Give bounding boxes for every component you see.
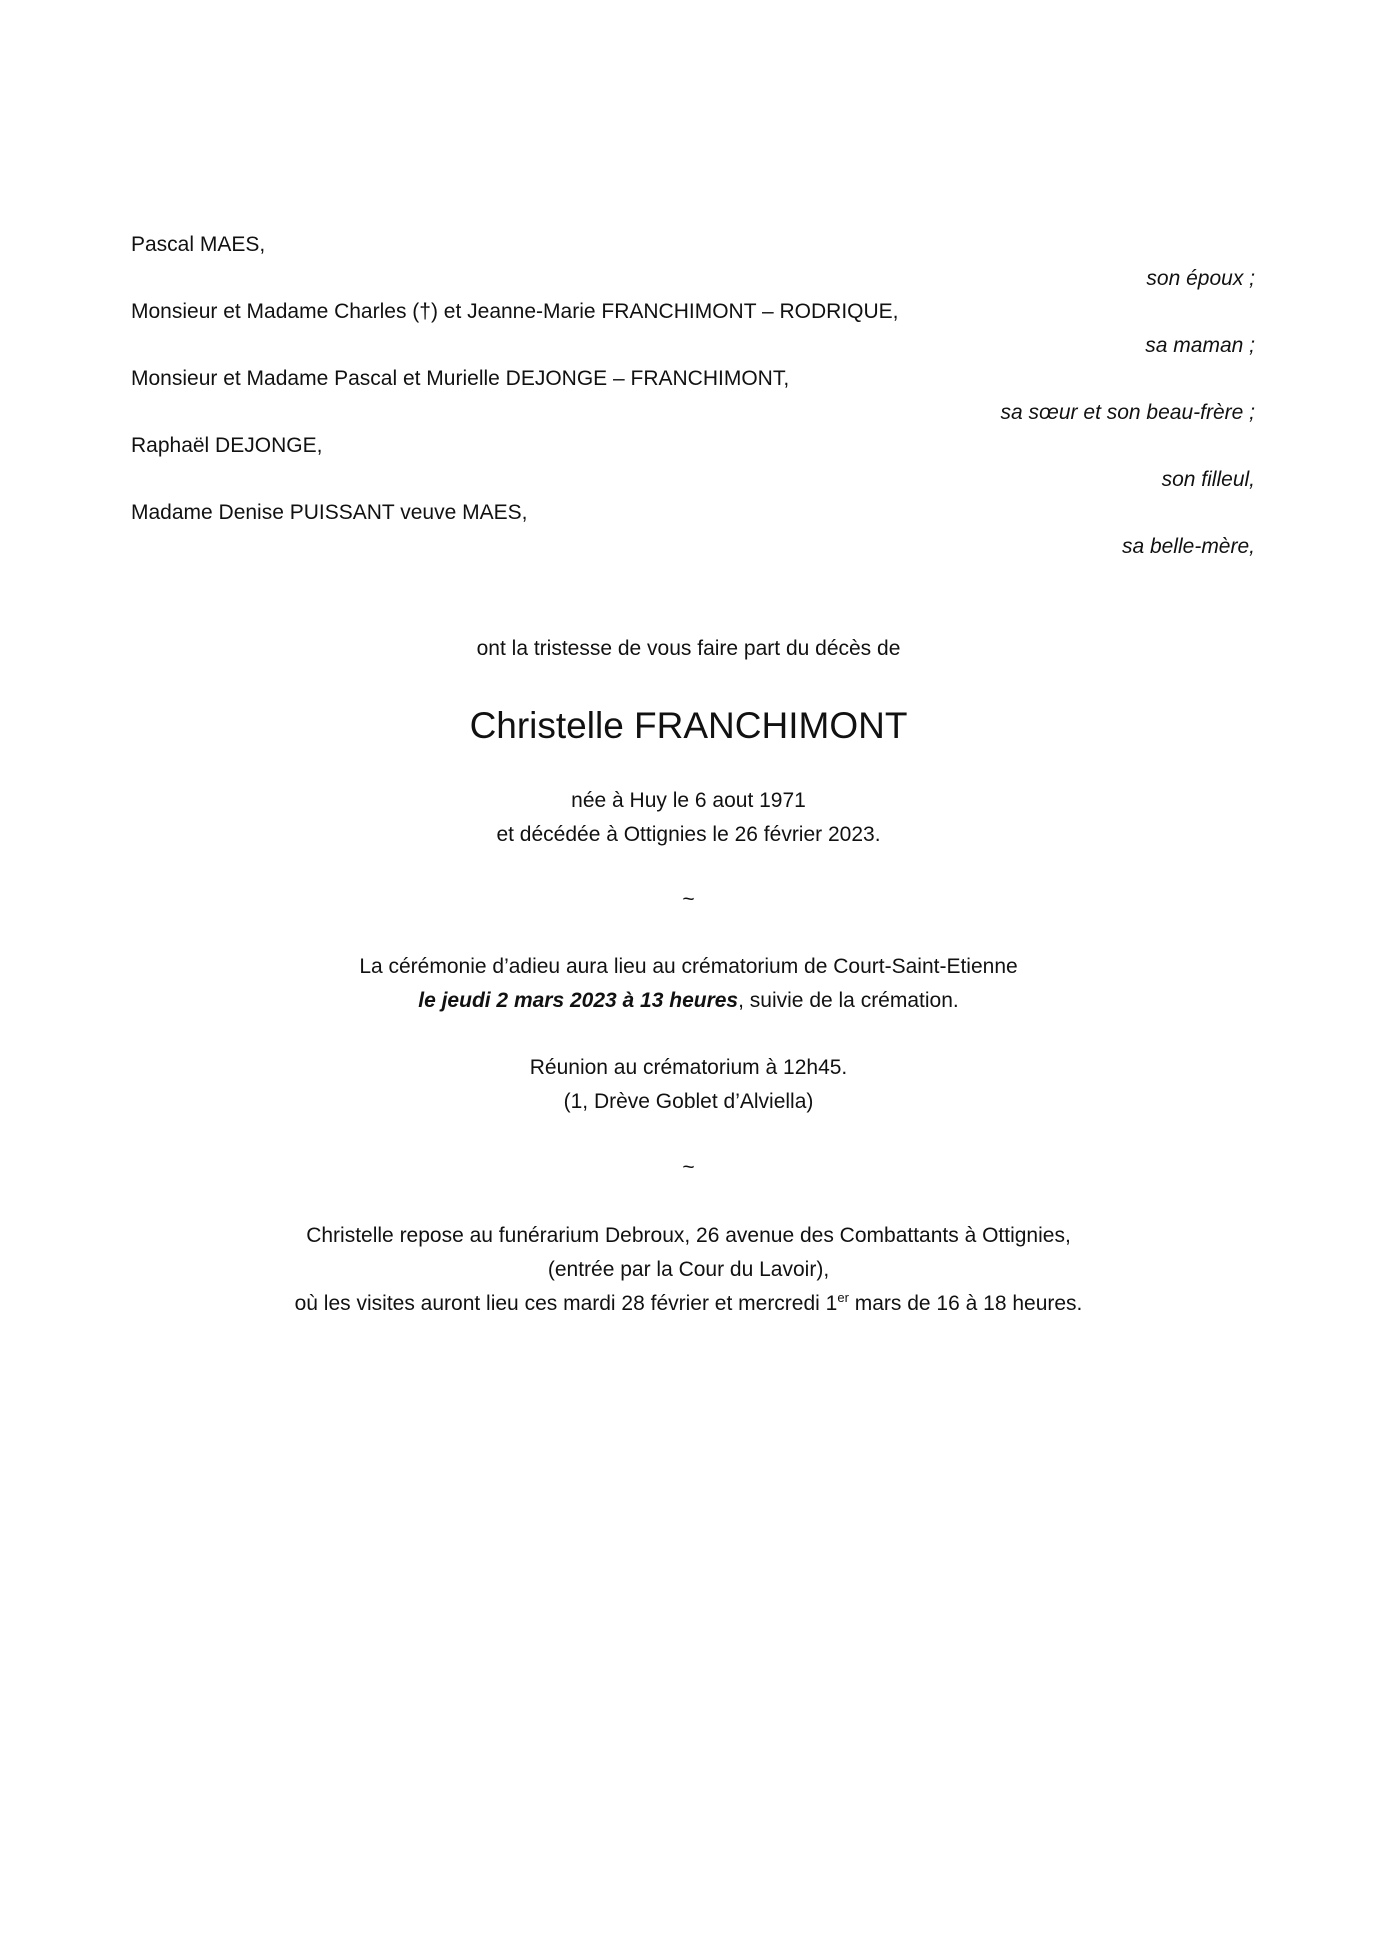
separator-tilde: ~ <box>682 1156 695 1179</box>
member-name: Pascal MAES, <box>131 233 266 256</box>
deceased-name: Christelle FRANCHIMONT <box>469 705 908 746</box>
reunion-address: (1, Drève Goblet d’Alviella) <box>563 1090 814 1113</box>
member-relation: son filleul, <box>1161 468 1255 491</box>
ceremony-block <box>0 950 1377 1018</box>
visits-entrance: (entrée par la Cour du Lavoir), <box>547 1258 830 1281</box>
reunion-block <box>0 1051 1377 1119</box>
intro-text: ont la tristesse de vous faire part du décès de <box>476 637 901 660</box>
family-member <box>131 496 1255 563</box>
separator-tilde: ~ <box>682 888 695 911</box>
member-relation: sa maman ; <box>1145 334 1255 357</box>
ceremony-line: La cérémonie d’adieu aura lieu au crématorium de Court-Saint-Etienne <box>359 955 1018 978</box>
family-member <box>131 362 1255 429</box>
ceremony-date: le jeudi 2 mars 2023 à 13 heures <box>418 989 739 1012</box>
family-member <box>131 295 1255 362</box>
member-relation: son époux ; <box>1146 267 1255 290</box>
family-member <box>131 228 1255 295</box>
ceremony-date-suffix: , suivie de la crémation. <box>738 989 959 1012</box>
ceremony-date-line <box>0 984 1377 1018</box>
member-name: Monsieur et Madame Pascal et Murielle DEJONGE – FRANCHIMONT, <box>131 367 790 390</box>
member-relation: sa sœur et son beau-frère ; <box>1000 401 1255 424</box>
birth-text: née à Huy le 6 aout 1971 <box>571 789 806 812</box>
member-name: Madame Denise PUISSANT veuve MAES, <box>131 501 528 524</box>
death-text: et décédée à Ottignies le 26 février 2023. <box>496 823 881 846</box>
reunion-time: Réunion au crématorium à 12h45. <box>529 1056 848 1079</box>
family-member <box>131 429 1255 496</box>
visits-schedule-start: où les visites auront lieu ces mardi 28 février et mercredi 1 <box>294 1292 838 1315</box>
separator <box>0 1151 1377 1185</box>
family-list <box>131 228 1255 563</box>
separator <box>0 883 1377 917</box>
dates-block <box>0 784 1377 852</box>
member-name: Monsieur et Madame Charles (†) et Jeanne-Marie FRANCHIMONT – RODRIQUE, <box>131 300 899 323</box>
member-relation: sa belle-mère, <box>1121 535 1255 558</box>
visits-schedule-superscript: er <box>837 1290 849 1305</box>
visits-schedule <box>0 1287 1377 1321</box>
intro-block <box>0 632 1377 666</box>
visits-block <box>0 1219 1377 1321</box>
visits-location: Christelle repose au funérarium Debroux, 26 avenue des Combattants à Ottignies, <box>306 1224 1071 1247</box>
member-name: Raphaël DEJONGE, <box>131 434 323 457</box>
visits-schedule-end: mars de 16 à 18 heures. <box>848 1292 1083 1315</box>
